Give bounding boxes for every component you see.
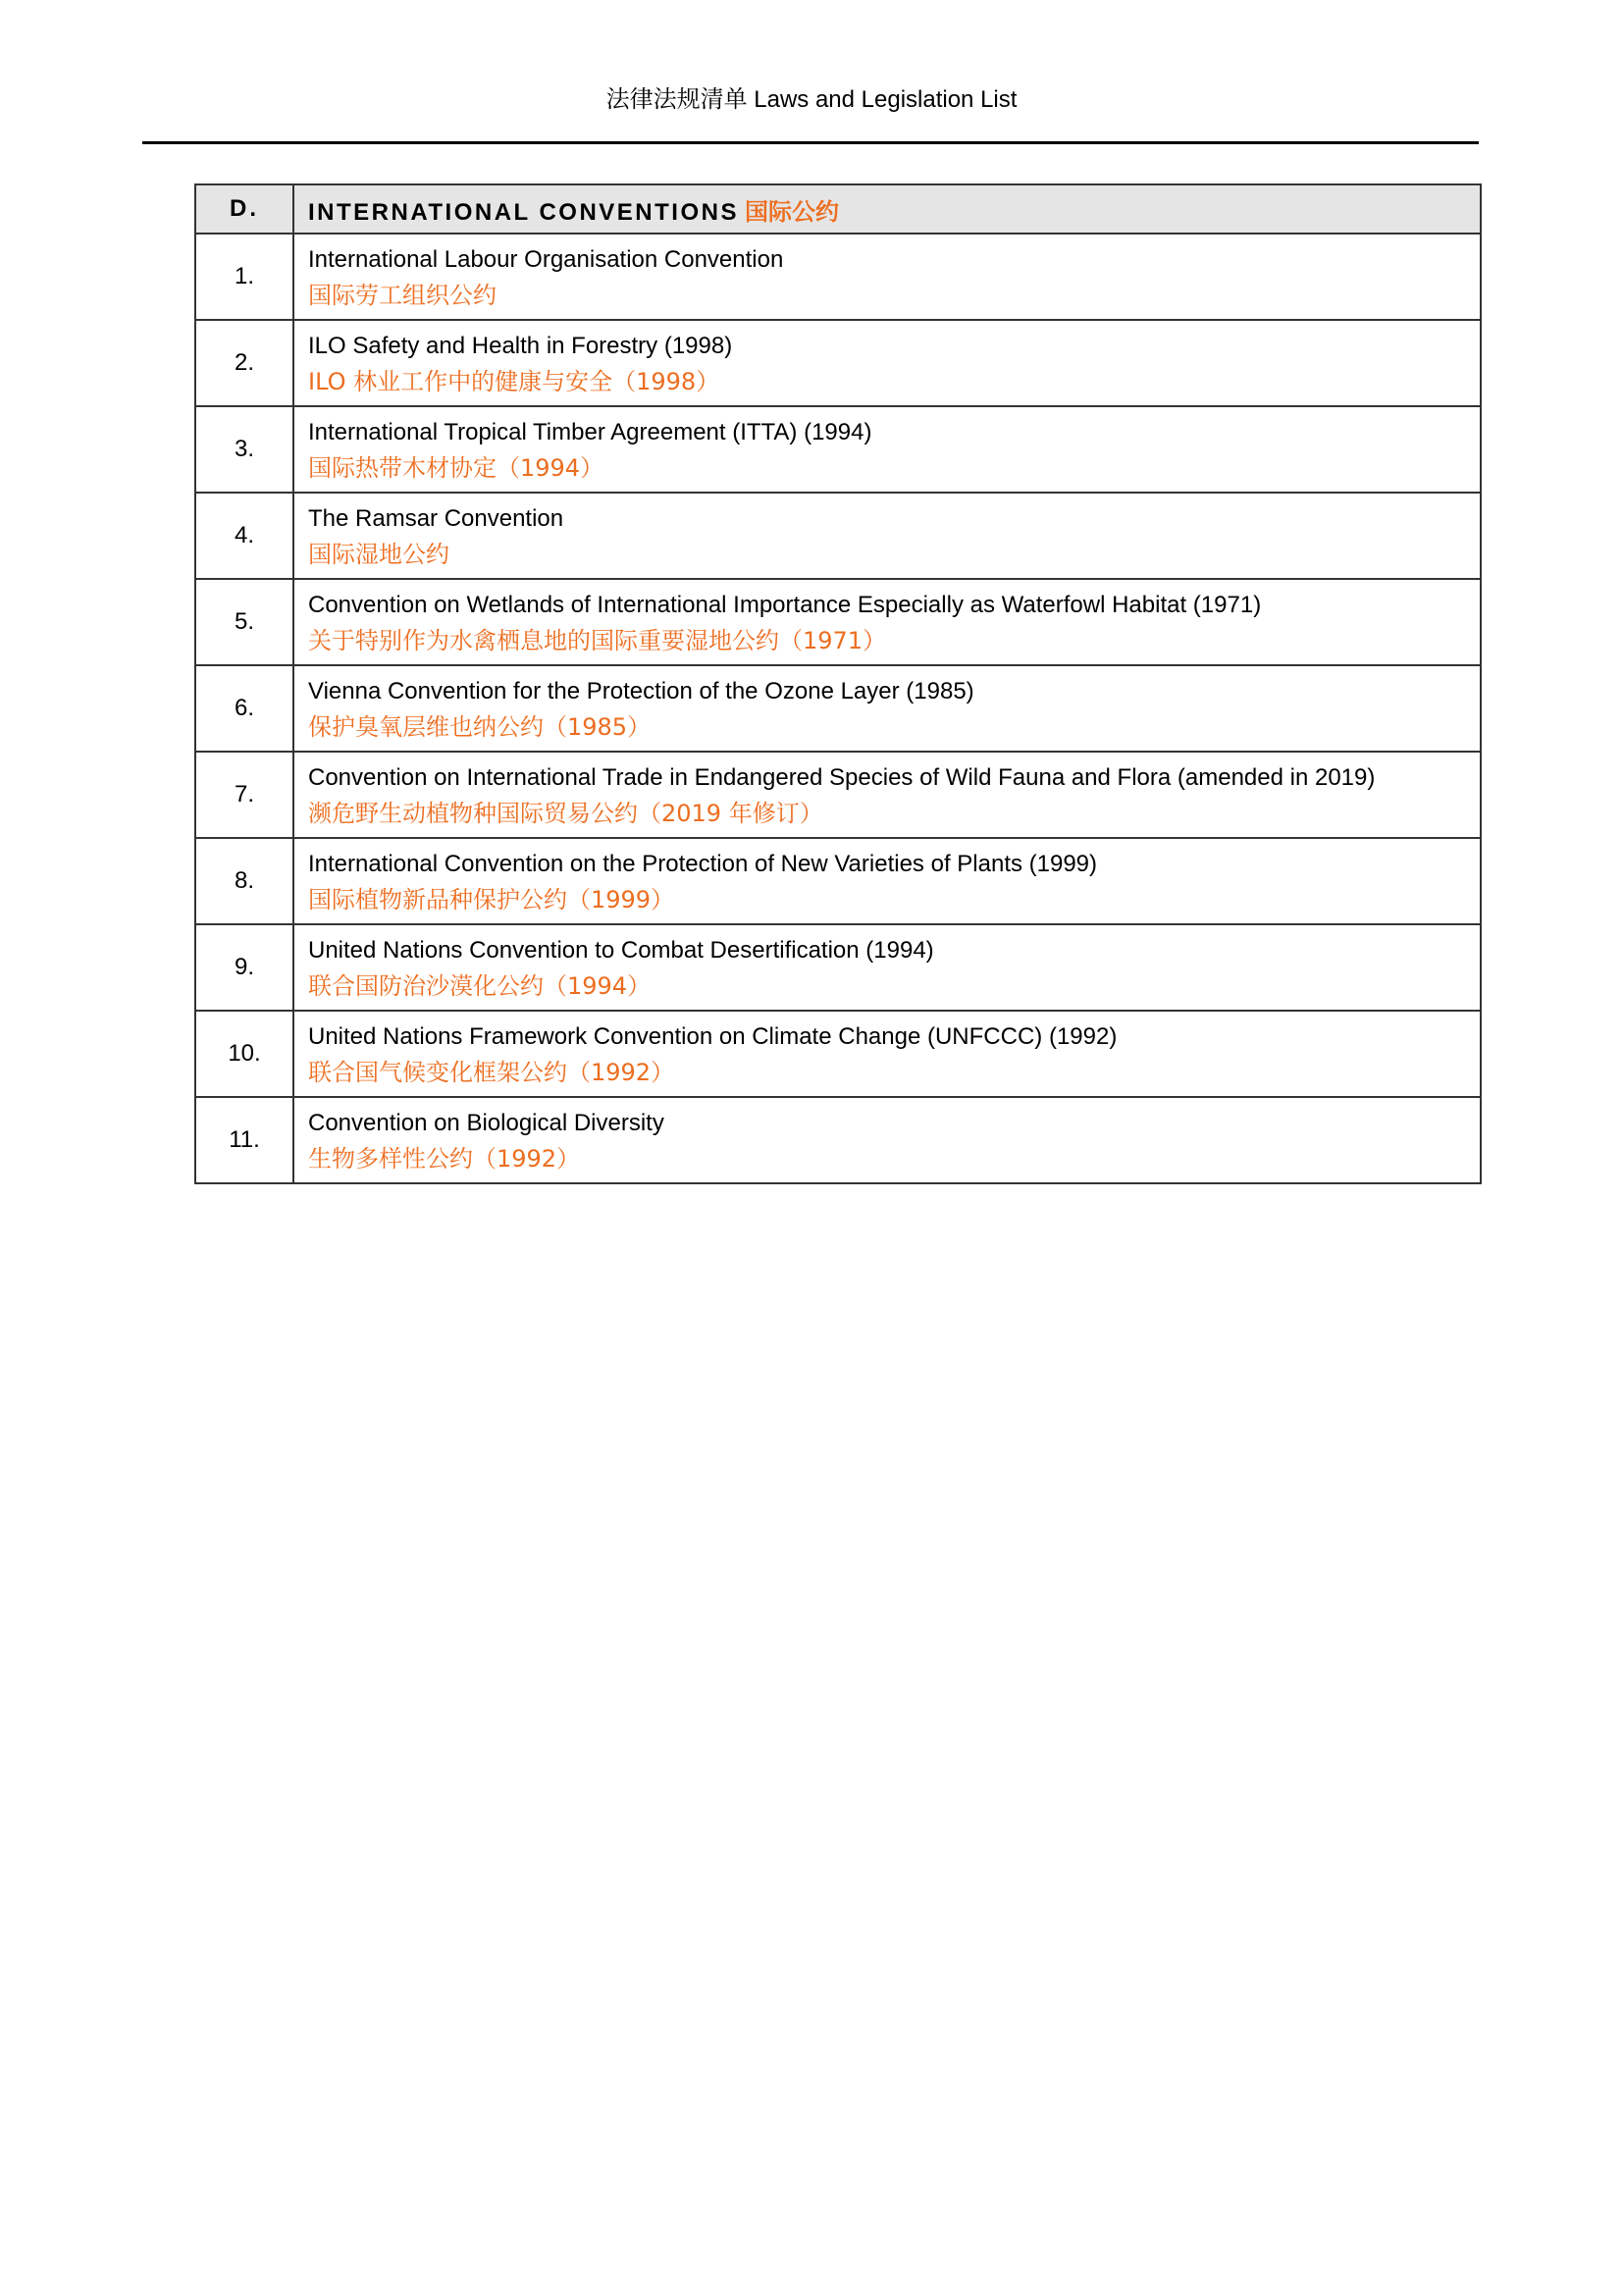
item-title-zh: 濒危野生动植物种国际贸易公约（2019 年修订） <box>308 800 823 827</box>
section-title-cn: 国际公约 <box>744 198 839 226</box>
item-description <box>293 838 1481 924</box>
item-description <box>293 1011 1481 1097</box>
item-title-zh: 保护臭氧层维也纳公约（1985） <box>308 713 652 741</box>
item-title-en: The Ramsar Convention <box>308 505 564 532</box>
header-divider <box>142 141 1479 144</box>
item-number: 6. <box>195 665 293 752</box>
table-row <box>195 838 1481 924</box>
item-description <box>293 406 1481 493</box>
item-number: 2. <box>195 320 293 406</box>
item-description <box>293 665 1481 752</box>
item-title-zh: 国际热带木材协定（1994） <box>308 454 604 482</box>
item-title-en: International Convention on the Protection of New Varieties of Plants (1999) <box>308 851 1098 877</box>
table-row <box>195 1097 1481 1183</box>
item-number: 5. <box>195 579 293 665</box>
item-description <box>293 1097 1481 1183</box>
item-title-zh: 联合国防治沙漠化公约（1994） <box>308 972 652 1000</box>
item-number: 1. <box>195 234 293 320</box>
section-title <box>293 184 1481 234</box>
item-description <box>293 752 1481 838</box>
item-title-en: Vienna Convention for the Protection of the Ozone Layer (1985) <box>308 678 974 704</box>
item-title-en: ILO Safety and Health in Forestry (1998) <box>308 333 733 359</box>
item-title-zh: 国际劳工组织公约 <box>308 282 497 309</box>
conventions-table <box>194 183 1482 1184</box>
item-title-zh: ILO 林业工作中的健康与安全（1998） <box>308 368 720 395</box>
table-row <box>195 579 1481 665</box>
item-number: 11. <box>195 1097 293 1183</box>
section-letter: D. <box>195 184 293 234</box>
item-title-zh: 联合国气候变化框架公约（1992） <box>308 1059 675 1086</box>
table-row <box>195 1011 1481 1097</box>
table-row <box>195 320 1481 406</box>
table-row <box>195 924 1481 1011</box>
table-row <box>195 406 1481 493</box>
item-number: 10. <box>195 1011 293 1097</box>
item-title-en: International Labour Organisation Convention <box>308 246 784 273</box>
item-description <box>293 579 1481 665</box>
table-row <box>195 493 1481 579</box>
item-title-en: International Tropical Timber Agreement (ITTA) (1994) <box>308 419 872 445</box>
item-title-en: Convention on International Trade in Endangered Species of Wild Fauna and Flora (amended in 2019) <box>308 764 1376 791</box>
table-row <box>195 752 1481 838</box>
item-title-en: Convention on Wetlands of International Importance Especially as Waterfowl Habitat (1971) <box>308 592 1262 618</box>
item-description <box>293 234 1481 320</box>
item-title-en: United Nations Convention to Combat Desertification (1994) <box>308 937 934 964</box>
item-description <box>293 924 1481 1011</box>
item-title-zh: 关于特别作为水禽栖息地的国际重要湿地公约（1971） <box>308 627 887 654</box>
page-header-title: 法律法规清单 Laws and Legislation List <box>605 86 1018 113</box>
item-number: 9. <box>195 924 293 1011</box>
item-description <box>293 320 1481 406</box>
item-title-zh: 生物多样性公约（1992） <box>308 1145 581 1173</box>
table-row <box>195 665 1481 752</box>
item-number: 8. <box>195 838 293 924</box>
item-title-en: United Nations Framework Convention on Climate Change (UNFCCC) (1992) <box>308 1023 1118 1050</box>
item-number: 4. <box>195 493 293 579</box>
item-title-en: Convention on Biological Diversity <box>308 1110 664 1136</box>
item-number: 7. <box>195 752 293 838</box>
item-number: 3. <box>195 406 293 493</box>
section-header-row <box>195 184 1481 234</box>
table-row <box>195 234 1481 320</box>
section-title-en: INTERNATIONAL CONVENTIONS <box>308 198 739 226</box>
item-title-zh: 国际湿地公约 <box>308 541 449 568</box>
item-description <box>293 493 1481 579</box>
item-title-zh: 国际植物新品种保护公约（1999） <box>308 886 675 913</box>
